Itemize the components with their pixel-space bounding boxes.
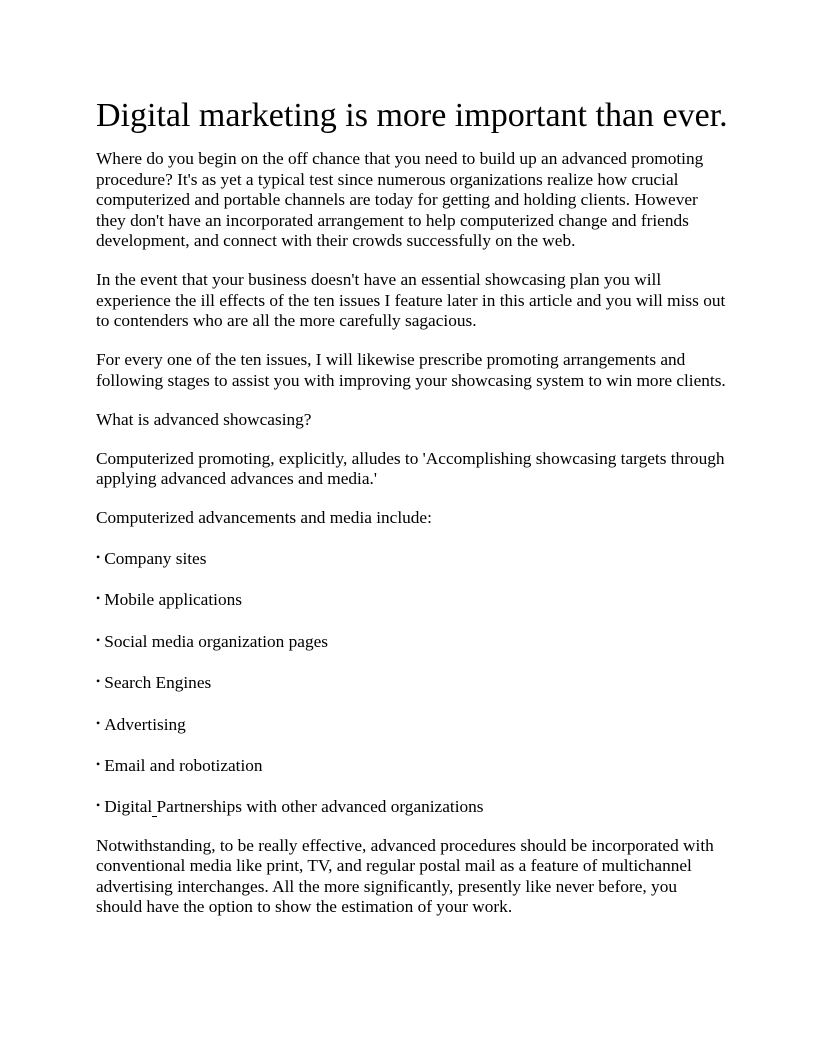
problem-paragraph: In the event that your business doesn't have an essential showcasing plan you will experience the ill effects of the ten issues I feature later in this article and you will miss out to contenders who are all the more carefully sagacious. — [96, 270, 726, 330]
list-item-text: Advertising — [104, 714, 186, 734]
list-item-text: Partnerships with other advanced organizations — [156, 797, 484, 817]
list-item — [96, 630, 726, 653]
list-item — [96, 754, 726, 777]
solutions-paragraph: For every one of the ten issues, I will likewise prescribe promoting arrangements and following stages to assist you with improving your showcasing system to win more clients. — [96, 350, 726, 390]
closing-paragraph: Notwithstanding, to be really effective, advanced procedures should be incorporated with conventional media like print, TV, and regular postal mail as a feature of multichannel advertising interchanges. All the more significantly, presently like never before, you should have the option to show the estimation of your work. — [96, 835, 714, 917]
list-item — [96, 795, 726, 818]
section-question: What is advanced showcasing? — [96, 409, 312, 429]
list-item — [96, 671, 726, 694]
definition-paragraph: Computerized promoting, explicitly, alludes to 'Accomplishing showcasing targets through applying advanced advances and media.' — [96, 448, 725, 488]
document-page — [96, 94, 726, 936]
list-item — [96, 713, 726, 736]
bullet-icon: • — [96, 798, 101, 813]
document-title: Digital marketing is more important than ever. — [96, 97, 728, 134]
list-item-text: Mobile applications — [104, 590, 242, 610]
bullet-icon: • — [96, 715, 101, 730]
bullet-icon: • — [96, 550, 101, 564]
list-item-text: Social media organization pages — [104, 631, 328, 651]
list-item-text: Company sites — [104, 549, 207, 568]
bullet-icon: • — [96, 756, 101, 771]
list-item-text: Search Engines — [104, 673, 212, 693]
bullet-icon: • — [96, 674, 101, 689]
media-intro: Computerized advancements and media include: — [96, 508, 432, 527]
list-item — [96, 547, 726, 570]
bullet-icon: • — [96, 632, 101, 647]
list-item — [96, 588, 726, 611]
list-item-text: Email and robotization — [104, 755, 263, 775]
bullet-icon: • — [96, 591, 101, 606]
media-list — [96, 547, 726, 818]
list-item-text: Digital — [104, 797, 153, 817]
intro-paragraph: Where do you begin on the off chance that you need to build up an advanced promoting procedure? It's as yet a typical test since numerous organizations realize how crucial computerized and portable channels are today for getting and holding clients. However they don't have an incorporated arrangement to help computerized change and friends development, and connect with their crowds successfully on the web. — [96, 149, 704, 250]
